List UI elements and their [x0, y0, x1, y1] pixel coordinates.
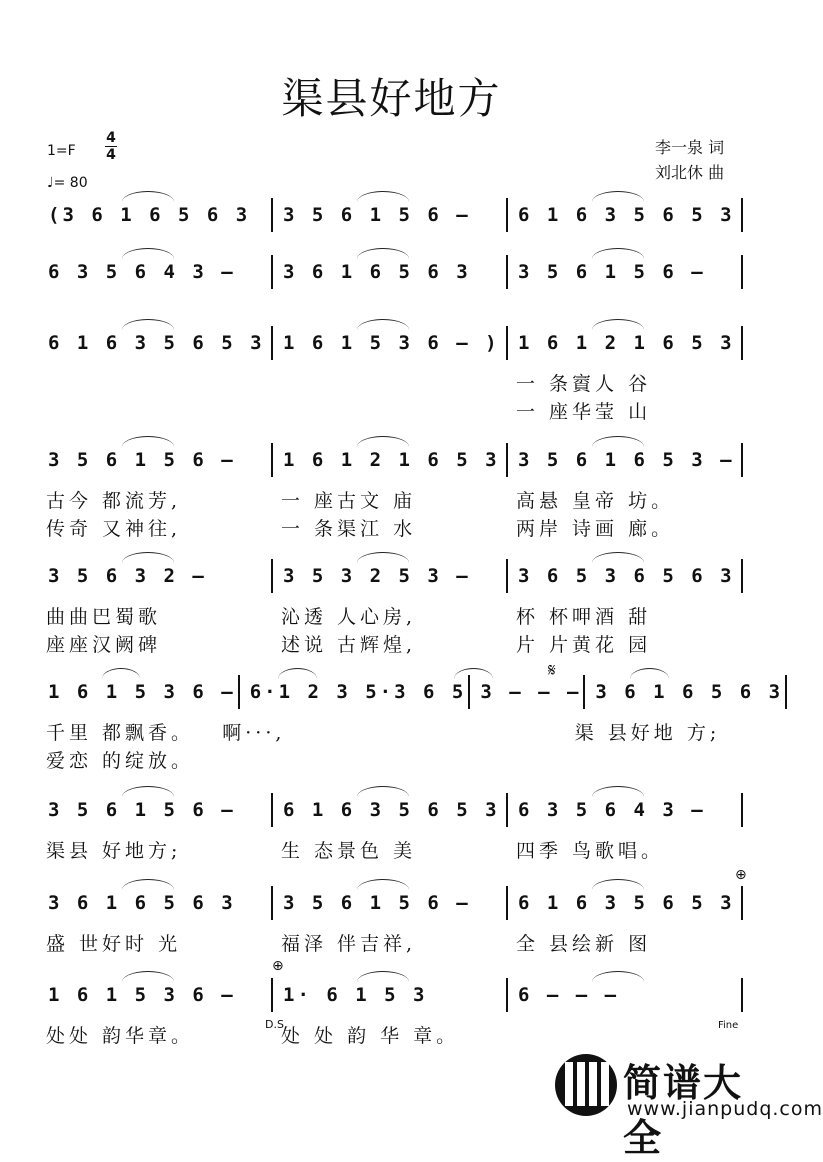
measure: 3 5 6 1 5 6 – [48, 449, 236, 471]
measure: 3 5 6 3 2 – [48, 565, 207, 587]
piano-keys-icon [555, 1054, 617, 1116]
measure: 3 6 1 6 5 6 3 [48, 892, 236, 914]
bar-line [506, 886, 508, 920]
bar-line [506, 978, 508, 1012]
slur [122, 879, 174, 890]
measure: 1 6 1 5 3 6 – [48, 681, 236, 703]
bar-line [741, 559, 743, 593]
logo-text: 简谱大全 [623, 1061, 744, 1160]
key-signature: 1=F [47, 143, 76, 159]
measure: 1 6 1 5 3 6 – [48, 984, 236, 1006]
bar-line [271, 559, 273, 593]
slur [122, 552, 174, 563]
coda-icon: ⊕ [735, 867, 747, 883]
slur [592, 879, 644, 890]
ds-marking: D.S. [265, 1018, 288, 1031]
lyric-segment: 爱恋 的绽放。 [46, 750, 195, 772]
measure: 3 5 6 1 5 6 – [283, 892, 471, 914]
measure: 3 5 6 1 5 6 – [518, 261, 706, 283]
measure: (3 6 1 6 5 6 3 [48, 204, 251, 226]
slur [592, 436, 644, 447]
slur [122, 971, 174, 982]
slur [592, 248, 644, 259]
bar-line [238, 675, 240, 709]
slur [592, 191, 644, 202]
slur [592, 319, 644, 330]
slur [357, 248, 409, 259]
measure: 1 6 1 5 3 6 – ) [283, 332, 500, 354]
slur [592, 971, 644, 982]
bar-line [506, 198, 508, 232]
bar-line [741, 255, 743, 289]
bar-line [741, 326, 743, 360]
slur [592, 552, 644, 563]
lyric-segment: 一 座华莹 山 [516, 401, 652, 423]
bar-line [271, 326, 273, 360]
measure: 3 5 6 1 5 6 – [283, 204, 471, 226]
lyricist-credit: 李一泉 词 [655, 138, 725, 157]
slur [122, 786, 174, 797]
page-title: 渠县好地方 [281, 74, 502, 123]
measure: 1· 6 1 5 3 [283, 984, 428, 1006]
slur [278, 668, 317, 679]
lyric-segment: 高悬 皇帝 坊。 [516, 490, 675, 512]
lyric-segment: 片 片黄花 园 [516, 634, 652, 656]
site-logo [555, 1052, 823, 1160]
slur [122, 319, 174, 330]
lyric-segment: 杯 杯呷酒 甜 [516, 606, 652, 628]
lyric-segment: 渠县 好地方; [46, 840, 182, 862]
lyric-segment: 传奇 又神往, [46, 518, 182, 540]
lyric-segment: 盛 世好时 光 [46, 933, 182, 955]
bar-line [271, 255, 273, 289]
slur [357, 552, 409, 563]
lyric-segment: 四季 鸟歌唱。 [516, 840, 665, 862]
measure: 6 – – – [518, 984, 620, 1006]
lyric-segment: 千里 都飘香。 [46, 722, 195, 744]
lyric-segment: 古今 都流芳, [46, 490, 182, 512]
bar-line [506, 793, 508, 827]
measure: 3 – – – [480, 681, 582, 703]
segno-icon: 𝄋 [548, 660, 556, 681]
lyric-segment: 福泽 伴吉祥, [281, 933, 417, 955]
slur [357, 786, 409, 797]
measure: 6 1 6 3 5 6 5 3 [518, 892, 735, 914]
bar-line [583, 675, 585, 709]
coda-icon-2: ⊕ [272, 958, 284, 974]
time-signature [105, 130, 117, 163]
slur [122, 248, 174, 259]
bar-line [741, 978, 743, 1012]
lyric-segment: 生 态景色 美 [281, 840, 417, 862]
lyric-segment: 一 条賨人 谷 [516, 373, 652, 395]
measure: 6 3 5 6 4 3 – [48, 261, 236, 283]
bar-line [741, 886, 743, 920]
bar-line [741, 793, 743, 827]
bar-line [785, 675, 787, 709]
measure: 6·1 2 3 5·3 6 5 [249, 681, 467, 703]
time-bottom: 4 [106, 147, 116, 163]
lyric-segment: 处处 韵华章。 [46, 1025, 195, 1047]
slur [357, 436, 409, 447]
slur [122, 191, 174, 202]
measure: 3 6 1 6 5 6 3 [595, 681, 784, 703]
bar-line [506, 559, 508, 593]
measure: 3 6 5 3 6 5 6 3 [518, 565, 735, 587]
bar-line [506, 326, 508, 360]
measure: 3 5 6 1 6 5 3 – [518, 449, 735, 471]
bar-line [271, 978, 273, 1012]
slur [630, 668, 669, 679]
lyric-segment: 曲曲巴蜀歌 [46, 606, 162, 628]
slur [357, 191, 409, 202]
measure: 6 1 6 3 5 6 5 3 [48, 332, 265, 354]
slur [357, 971, 409, 982]
tempo-marking: ♩= 80 [47, 175, 88, 191]
lyric-segment: 一 座古文 庙 [281, 490, 417, 512]
lyric-segment: 渠 县好地 方; [574, 722, 721, 744]
slur [454, 668, 493, 679]
measure: 3 6 1 6 5 6 3 [283, 261, 471, 283]
bar-line [271, 443, 273, 477]
bar-line [506, 443, 508, 477]
measure: 1 6 1 2 1 6 5 3 [518, 332, 735, 354]
bar-line [271, 886, 273, 920]
lyric-segment: 全 县绘新 图 [516, 933, 652, 955]
measure: 6 3 5 6 4 3 – [518, 799, 706, 821]
slur [357, 879, 409, 890]
bar-line [271, 198, 273, 232]
measure: 3 5 6 1 5 6 – [48, 799, 236, 821]
measure: 1 6 1 2 1 6 5 3 [283, 449, 500, 471]
measure: 6 1 6 3 5 6 5 3 [283, 799, 500, 821]
slur [592, 786, 644, 797]
bar-line [741, 443, 743, 477]
time-top: 4 [106, 130, 116, 146]
fine-marking: Fine [718, 1020, 739, 1031]
bar-line [468, 675, 470, 709]
lyric-segment: 述说 古辉煌, [281, 634, 417, 656]
slur [102, 668, 141, 679]
composer-credit: 刘北休 曲 [655, 163, 725, 182]
slur [357, 319, 409, 330]
lyric-segment: 沁透 人心房, [281, 606, 417, 628]
bar-line [506, 255, 508, 289]
lyric-segment: 处 处 韵 华 章。 [281, 1025, 460, 1047]
logo-url: www.jianpudq.com [627, 1098, 823, 1120]
measure: 3 5 3 2 5 3 – [283, 565, 471, 587]
lyric-segment: 啊···, [222, 722, 286, 744]
lyric-segment: 座座汉阙碑 [46, 634, 162, 656]
measure: 6 1 6 3 5 6 5 3 [518, 204, 735, 226]
slur [122, 436, 174, 447]
lyric-segment: 两岸 诗画 廊。 [516, 518, 675, 540]
lyric-segment: 一 条渠江 水 [281, 518, 417, 540]
bar-line [741, 198, 743, 232]
bar-line [271, 793, 273, 827]
